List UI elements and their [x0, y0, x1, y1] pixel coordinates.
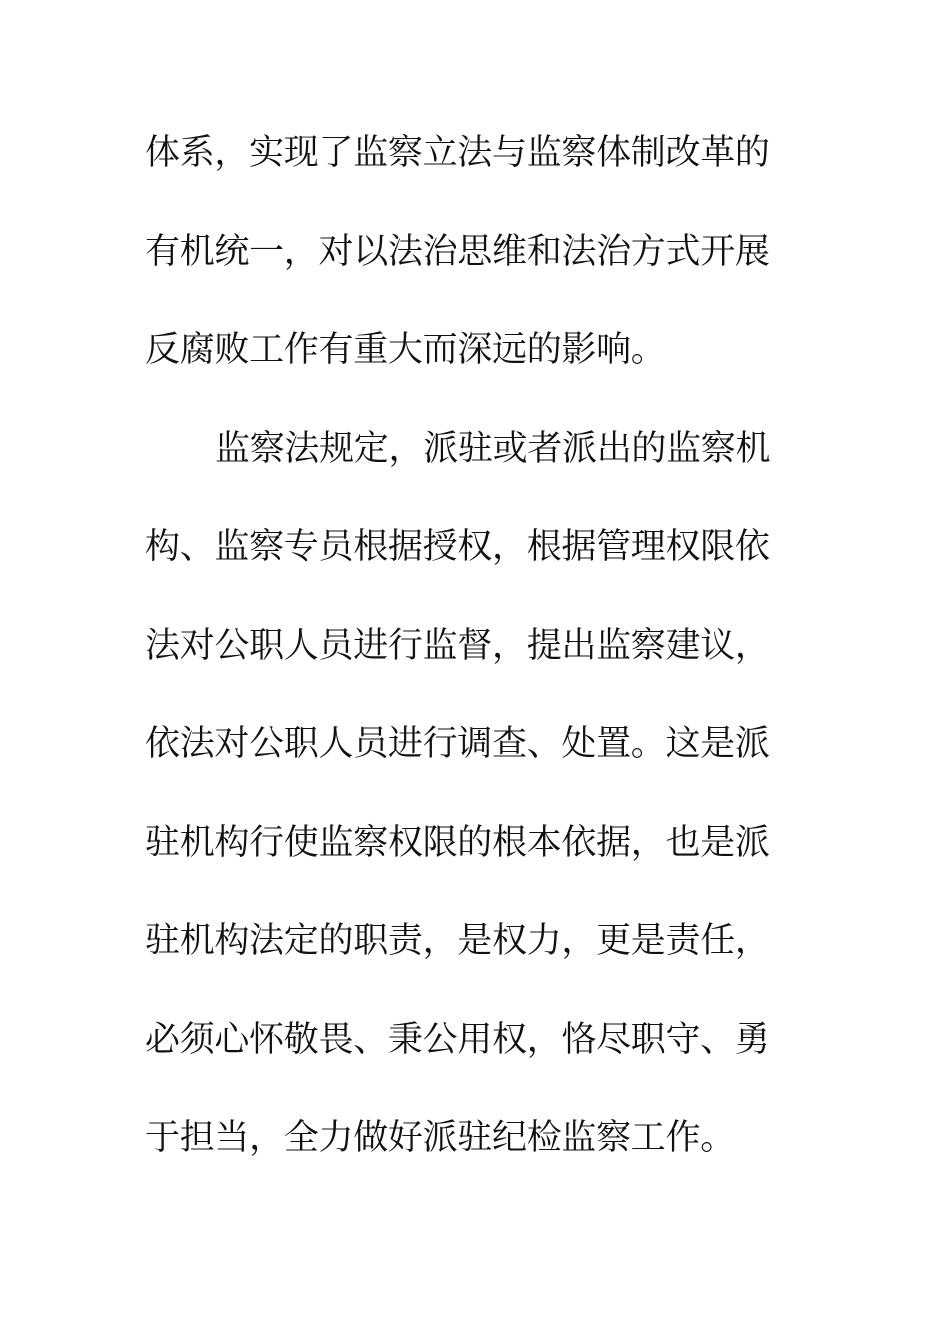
- text-line: 于担当，全力做好派驻纪检监察工作。: [145, 1118, 735, 1158]
- text-line: 构、监察专员根据授权，根据管理权限依: [145, 527, 770, 567]
- paragraph-1: [145, 127, 785, 423]
- text-line: 体系，实现了监察立法与监察体制改革的: [145, 133, 770, 173]
- document-body: [145, 127, 785, 1211]
- text-line-indented: 监察法规定，派驻或者派出的监察机: [215, 428, 771, 469]
- text-line: 依法对公职人员进行调查、处置。这是派: [145, 724, 770, 764]
- text-line: 驻机构行使监察权限的根本依据，也是派: [145, 822, 770, 863]
- text-line: 驻机构法定的职责，是权力，更是责任，: [145, 921, 770, 961]
- text-line: 法对公职人员进行监督，提出监察建议，: [145, 625, 770, 666]
- text-line: 必须心怀敬畏、秉公用权，恪尽职守、勇: [145, 1019, 770, 1060]
- text-line: 反腐败工作有重大而深远的影响。: [145, 330, 666, 370]
- text-line: 有机统一，对以法治思维和法治方式开展: [145, 231, 770, 272]
- paragraph-2: [145, 423, 785, 1211]
